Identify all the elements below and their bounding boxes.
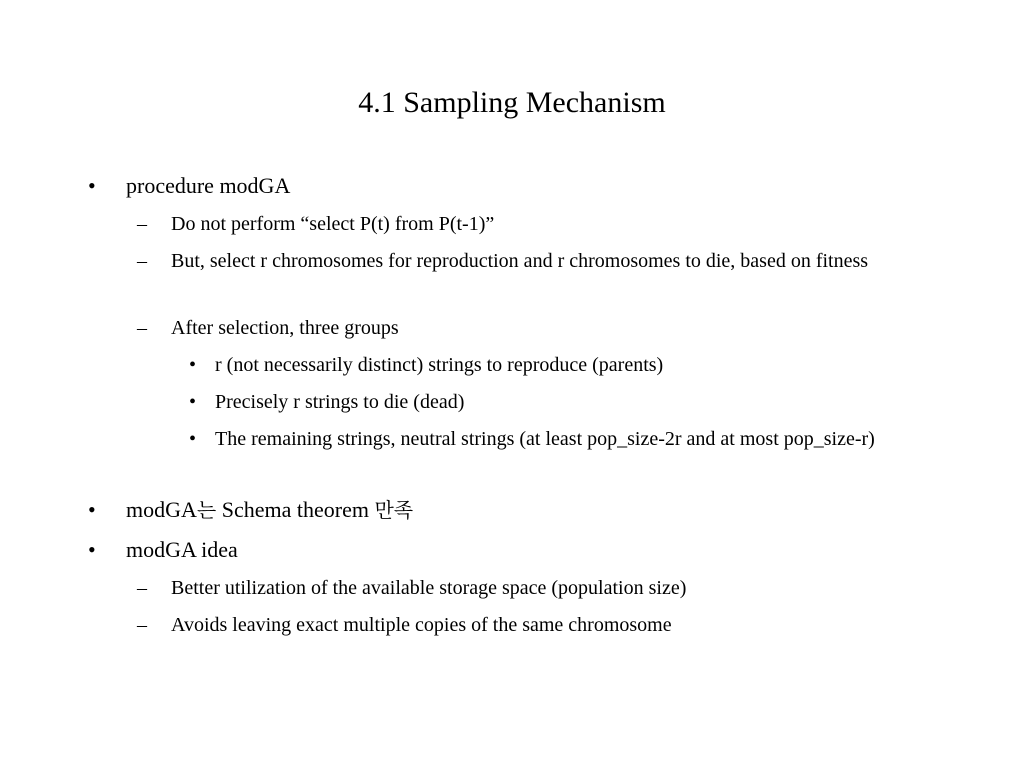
bullet-marker: • (88, 497, 96, 522)
bullet-marker: • (189, 354, 197, 376)
sub-bullet-text: Do not perform “select P(t) from P(t-1)” (171, 213, 495, 235)
bullet-marker: • (88, 537, 96, 562)
slide-title: 4.1 Sampling Mechanism (358, 86, 666, 119)
bullet-text (126, 495, 986, 525)
bullet-text: procedure modGA (126, 173, 291, 198)
bullet-marker: • (88, 173, 96, 198)
sub-bullet-text: After selection, three groups (171, 317, 399, 339)
bullet-marker: • (189, 428, 197, 450)
bullet-text-part: Schema theorem (216, 497, 375, 522)
sub-bullet-text: Avoids leaving exact multiple copies of the same chromosome (171, 614, 672, 636)
dash-marker: – (137, 577, 147, 599)
bullet-text-hangul: 는 (196, 498, 217, 522)
bullet-text-hangul: 만족 (374, 498, 414, 522)
bullet-marker: • (189, 391, 197, 413)
sub-sub-bullet-text: Precisely r strings to die (dead) (215, 391, 465, 413)
dash-marker: – (137, 213, 147, 235)
sub-sub-bullet-text: r (not necessarily distinct) strings to reproduce (parents) (215, 354, 664, 376)
dash-marker: – (137, 250, 147, 272)
sub-bullet-text: Better utilization of the available storage space (population size) (171, 577, 687, 599)
dash-marker: – (137, 317, 147, 339)
sub-bullet-text: But, select r chromosomes for reproduction and r chromosomes to die, based on fitness (171, 250, 869, 272)
bullet-text: modGA idea (126, 537, 238, 562)
bullet-text-part: modGA (126, 497, 197, 522)
dash-marker: – (137, 614, 147, 636)
sub-sub-bullet-text: The remaining strings, neutral strings (at least pop_size-2r and at most pop_size-r) (215, 428, 875, 450)
